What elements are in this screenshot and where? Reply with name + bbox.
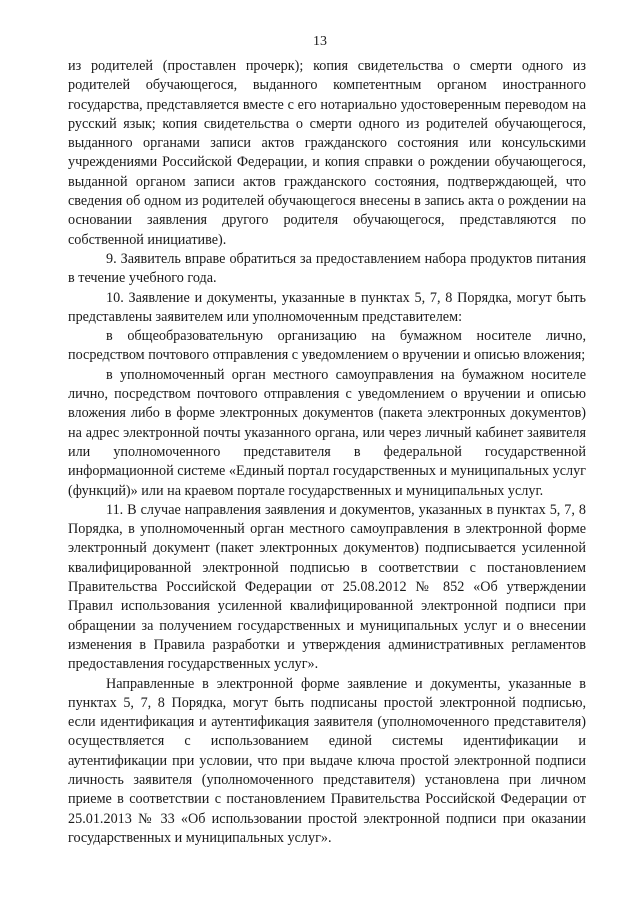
paragraph-item-10: 10. Заявление и документы, указанные в пунктах 5, 7, 8 Порядка, могут быть представлены заявителем или уполномоченным представителем: bbox=[68, 289, 586, 325]
page-number: 13 bbox=[313, 34, 327, 49]
paragraph-option-school: в общеобразовательную организацию на бумажном носителе лично, посредством почтового отправления с уведомлением о вручении и описью вложения; bbox=[68, 328, 586, 364]
paragraph-option-authority: в уполномоченный орган местного самоуправления на бумажном носителе лично, посредством почтового отправления с уведомлением о вручении и описью вложения либо в форме электронных документов (пакета электронных документов) на адрес электронной почты указанного органа, или через личный кабинет заявителя или уполномоченного представителя в федеральной государственной информационной системе «Единый портал государственных и муниципальных услуг (функций)» или на краевом портале государственных и муниципальных услуг. bbox=[68, 366, 586, 499]
paragraph-item-11: 11. В случае направления заявления и документов, указанных в пунктах 5, 7, 8 Порядка, в уполномоченный орган местного самоуправления в электронной форме электронный документ (пакет электронных документов) подписывается усиленной квалифицированной электронной подписью в соответствии с постановлением Правительства Российской Федерации от 25.08.2012 № 852 «Об утверждении Правил использования усиленной квалифицированной электронной подписи при обращении за получением государственных и муниципальных услуг и о внесении изменения в Правила разработки и утверждения административных регламентов предоставления государственных услуг». bbox=[68, 501, 586, 673]
document-body bbox=[68, 57, 586, 848]
paragraph-item-9: 9. Заявитель вправе обратиться за предоставлением набора продуктов питания в течение учебного года. bbox=[68, 250, 586, 287]
paragraph-continuation: из родителей (проставлен прочерк); копия свидетельства о смерти одного из родителей обучающегося, выданного компетентным органом иностранного государства, представляется вместе с его нотариально удостоверенным переводом на русский язык; копия свидетельства о смерти одного из родителей обучающегося, выданного органами записи актов гражданского состояния или консульскими учреждениями Российской Федерации, и копия справки о рождении обучающегося, выданной органом записи актов гражданского состояния, подтверждающей, что сведения об одном из родителей обучающегося внесены в запись акта о рождении на основании заявления другого родителя обучающегося, представляются по собственной инициативе). bbox=[68, 58, 586, 248]
paragraph-simple-signature: Направленные в электронной форме заявление и документы, указанные в пунктах 5, 7, 8 Порядка, могут быть подписаны простой электронной подписью, если идентификация и аутентификация заявителя (уполномоченного представителя) осуществляется с использованием единой системы идентификации и аутентификации при условии, что при выдаче ключа простой электронной подписи личность заявителя (уполномоченного представителя) установлена при личном приеме в соответствии с постановлением Правительства Российской Федерации от 25.01.2013 № 33 «Об использовании простой электронной подписи при оказании государственных и муниципальных услуг». bbox=[68, 675, 586, 846]
